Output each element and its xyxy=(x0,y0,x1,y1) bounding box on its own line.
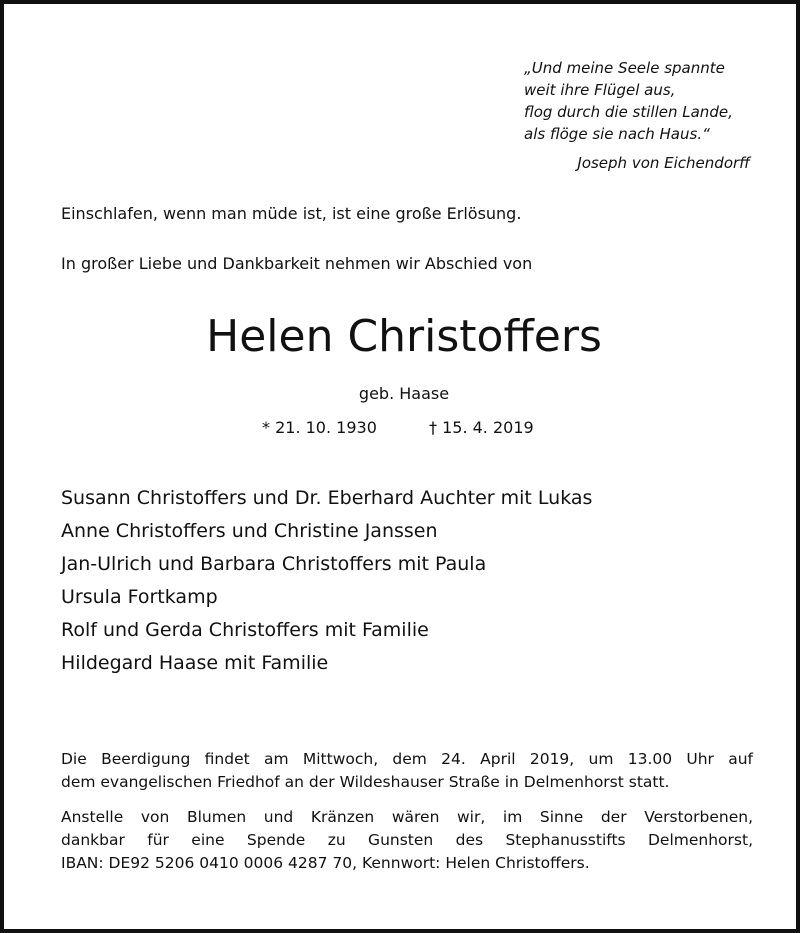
farewell-sentence: In großer Liebe und Dankbarkeit nehmen wir Abschied von xyxy=(61,254,533,273)
mourner-entry: Anne Christoffers und Christine Janssen xyxy=(61,520,438,542)
poem-quote xyxy=(524,57,774,145)
maiden-name: geb. Haase xyxy=(358,384,450,403)
quote-line: weit ihre Flügel aus, xyxy=(524,81,676,99)
donation-notice-line: IBAN: DE92 5206 0410 0006 4287 70, Kennwort: Helen Christoffers. xyxy=(61,854,590,872)
quote-line: „Und meine Seele spannte xyxy=(524,59,725,77)
funeral-notice-line: Die Beerdigung findet am Mittwoch, dem 24. April 2019, um 13.00 Uhr auf xyxy=(61,750,753,768)
quote-line: als flöge sie nach Haus.“ xyxy=(524,125,710,143)
mourners-list xyxy=(61,482,592,680)
intro-sentence: Einschlafen, wenn man müde ist, ist eine große Erlösung. xyxy=(61,204,522,223)
mourner-entry: Ursula Fortkamp xyxy=(61,586,218,608)
quote-author: Joseph von Eichendorff xyxy=(577,154,750,172)
mourner-entry: Rolf und Gerda Christoffers mit Familie xyxy=(61,619,429,641)
donation-notice xyxy=(61,806,753,875)
donation-notice-line: Anstelle von Blumen und Kränzen wären wir, im Sinne der Verstorbenen, xyxy=(61,808,753,826)
mourner-entry: Hildegard Haase mit Familie xyxy=(61,652,329,674)
quote-line: flog durch die stillen Lande, xyxy=(524,103,733,121)
death-date: † 15. 4. 2019 xyxy=(429,418,534,437)
birth-date: * 21. 10. 1930 xyxy=(262,418,377,437)
deceased-name: Helen Christoffers xyxy=(206,311,602,362)
mourner-entry: Susann Christoffers und Dr. Eberhard Auchter mit Lukas xyxy=(61,487,593,509)
funeral-notice-line: dem evangelischen Friedhof an der Wildeshauser Straße in Delmenhorst statt. xyxy=(61,773,670,791)
donation-notice-line: dankbar für eine Spende zu Gunsten des Stephanusstifts Delmenhorst, xyxy=(61,831,753,849)
funeral-notice xyxy=(61,748,753,794)
mourner-entry: Jan-Ulrich und Barbara Christoffers mit Paula xyxy=(61,553,487,575)
